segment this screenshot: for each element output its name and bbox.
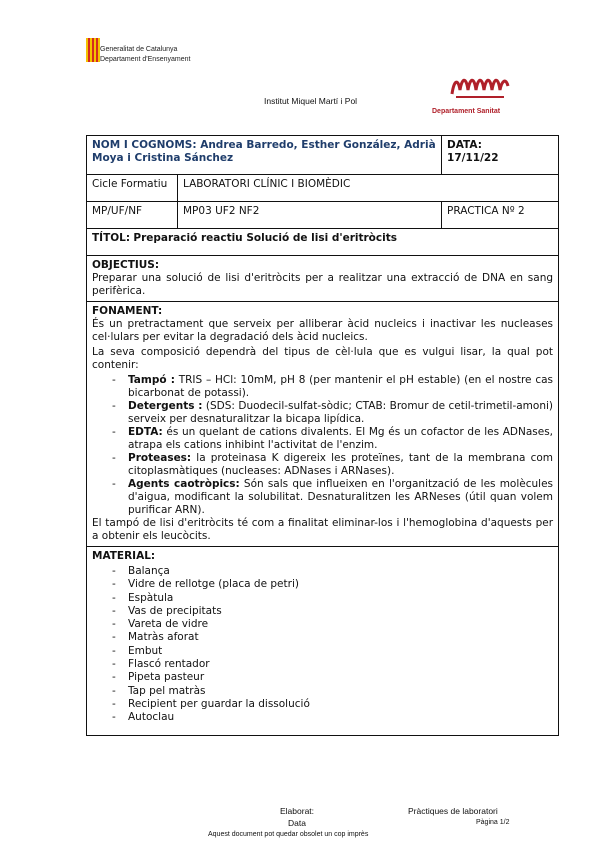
fonament-p2: La seva composició dependrà del tipus de cèl·lula que es vulgui lisar, la qual pot contenir: bbox=[92, 346, 554, 371]
list-item bbox=[92, 374, 553, 400]
cicle-label: Cicle Formatiu bbox=[87, 175, 178, 202]
student-names: NOM I COGNOMS: Andrea Barredo, Esther González, Adrià Moya i Cristina Sánchez bbox=[92, 139, 436, 164]
gencat-line2: Departament d'Ensenyament bbox=[100, 56, 191, 63]
list-item: - Tap pel matràs bbox=[92, 685, 553, 698]
footer-obsolete-note: Aquest document pot quedar obsolet un cop imprès bbox=[208, 831, 369, 838]
list-item: - Vas de precipitats bbox=[92, 605, 553, 618]
footer-page-number: Pàgina 1/2 bbox=[476, 819, 510, 826]
item-term: EDTA: bbox=[128, 426, 163, 438]
objectius-text: Preparar una solució de lisi d'eritròcits per a realitzar una extracció de DNA en sang perifèrica. bbox=[92, 272, 554, 297]
list-item: - Espàtula bbox=[92, 592, 553, 605]
list-item bbox=[92, 452, 553, 478]
fonament-heading: FONAMENT: bbox=[92, 305, 163, 317]
list-item: - Pipeta pasteur bbox=[92, 671, 553, 684]
material-list bbox=[92, 565, 553, 725]
mp-label: MP/UF/NF bbox=[87, 202, 178, 229]
mp-value: MP03 UF2 NF2 bbox=[178, 202, 442, 229]
item-term: Proteases: bbox=[128, 452, 192, 464]
fonament-p1: És un pretractament que serveix per alliberar àcid nucleics i inactivar les nucleases cel·lulars per evitar la degradació dels àcid nucleics. bbox=[92, 318, 554, 343]
footer-data: Data bbox=[288, 818, 306, 828]
material-heading: MATERIAL: bbox=[92, 550, 156, 562]
gencat-line1: Generalitat de Catalunya bbox=[100, 46, 178, 53]
list-item bbox=[92, 478, 553, 517]
list-item: - Embut bbox=[92, 645, 553, 658]
item-text: (SDS: Duodecil-sulfat-sòdic; CTAB: Bromur de cetil-trimetil-amoni) serveix per desnaturalitzar la bicapa lipídica. bbox=[128, 400, 554, 425]
list-item: - Balança bbox=[92, 565, 553, 578]
practica-number: PRACTICA Nº 2 bbox=[442, 202, 559, 229]
gencat-logo bbox=[86, 38, 100, 62]
list-item: - Vidre de rellotge (placa de petri) bbox=[92, 578, 553, 591]
fonament-p3: El tampó de lisi d'eritròcits té com a finalitat eliminar-los i l'hemoglobina d'aquests per a obtenir els leucòcits. bbox=[92, 517, 554, 542]
department-label: Departament Sanitat bbox=[432, 108, 501, 115]
footer-practiques: Pràctiques de laboratori bbox=[408, 806, 498, 816]
list-item: - Matràs aforat bbox=[92, 631, 553, 644]
item-text: TRIS – HCl: 10mM, pH 8 (per mantenir el pH estable) (en el nostre cas bicarbonat de potassi). bbox=[128, 374, 554, 399]
title-cell bbox=[87, 229, 559, 256]
item-term: Agents caotròpics: bbox=[128, 478, 240, 490]
objectius-heading: OBJECTIUS: bbox=[92, 259, 160, 271]
institute-name: Institut Miquel Martí i Pol bbox=[264, 96, 358, 106]
item-text: la proteinasa K digereix les proteïnes, tant de la membrana com citoplasmàtiques (nucleases: ADNases i ARNases). bbox=[128, 452, 554, 477]
date-cell bbox=[442, 136, 559, 175]
item-term: Detergents : bbox=[128, 400, 203, 412]
list-item bbox=[92, 426, 553, 452]
title-value: Preparació reactiu Solució de lisi d'eritròcits bbox=[133, 232, 397, 244]
cicle-value: LABORATORI CLÍNIC I BIOMÈDIC bbox=[178, 175, 559, 202]
practice-form bbox=[86, 135, 559, 736]
objectius-section bbox=[87, 256, 559, 302]
school-logo bbox=[448, 68, 512, 102]
list-item: - Flascó rentador bbox=[92, 658, 553, 671]
material-section bbox=[87, 547, 559, 736]
list-item: - Autoclau bbox=[92, 711, 553, 724]
item-text: Són sals que influeixen en l'organització de les molècules d'aigua, modificant la solubilitat. Desnaturalitzen les ARNeses (útil quan volem purificar ARN). bbox=[128, 478, 554, 516]
gencat-text bbox=[100, 45, 190, 65]
fonament-section bbox=[87, 302, 559, 547]
list-item bbox=[92, 400, 553, 426]
date-label: DATA: bbox=[447, 139, 482, 151]
list-item: - Recipient per guardar la dissolució bbox=[92, 698, 553, 711]
title-label: TÍTOL: bbox=[92, 232, 131, 244]
footer-elaborat: Elaborat: bbox=[280, 806, 315, 816]
list-item: - Vareta de vidre bbox=[92, 618, 553, 631]
date-value: 17/11/22 bbox=[447, 152, 499, 164]
names-cell bbox=[87, 136, 442, 175]
item-text: és un quelant de cations divalents. El Mg és un cofactor de les ADNases, atrapa els cations inhibint l'activitat de l'enzim. bbox=[128, 426, 554, 451]
item-term: Tampó : bbox=[128, 374, 175, 386]
fonament-list bbox=[92, 374, 553, 517]
